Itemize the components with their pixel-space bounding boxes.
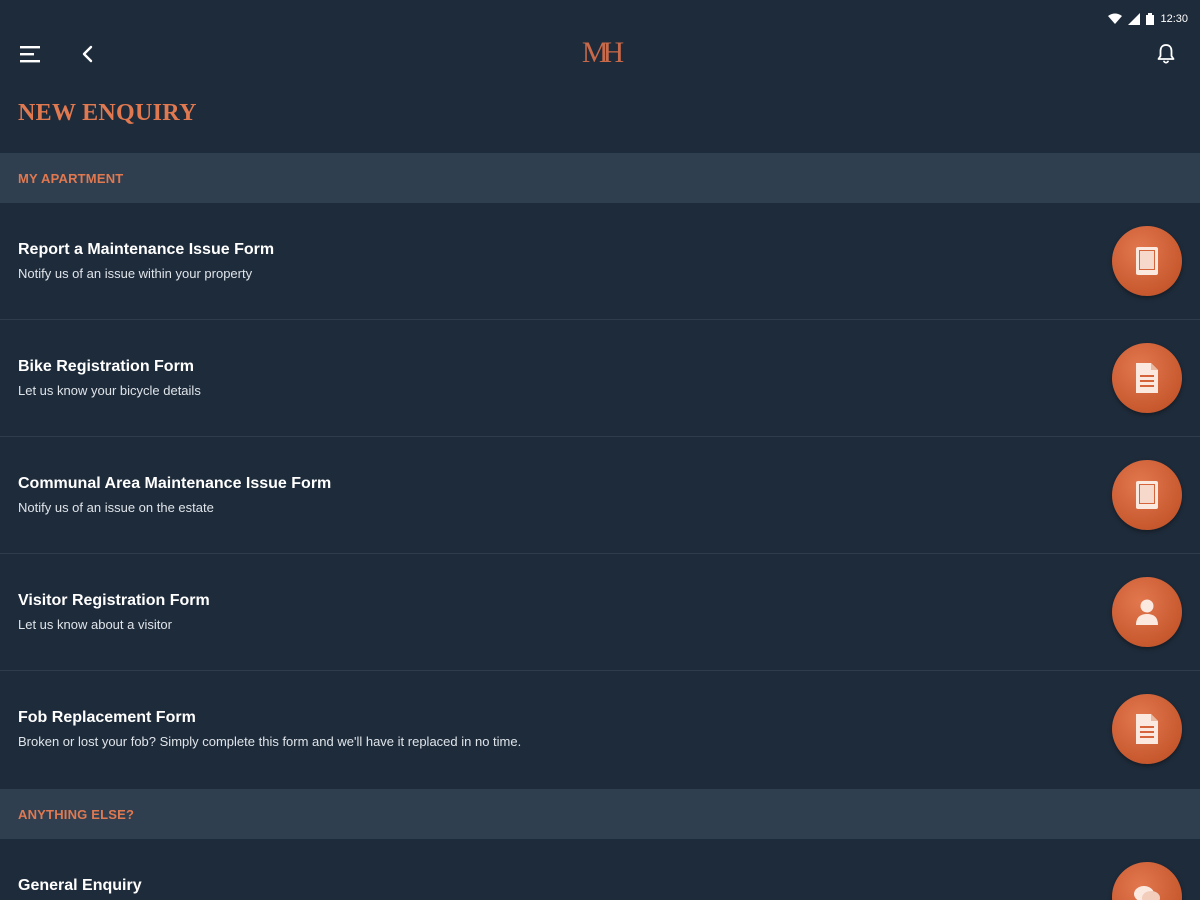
item-subtitle: Notify us of an issue on the estate — [18, 500, 214, 515]
document-icon[interactable] — [1112, 343, 1182, 413]
item-title: Report a Maintenance Issue Form — [18, 241, 275, 258]
section-header-my-apartment: MY APARTMENT — [0, 153, 1200, 203]
item-subtitle: Let us know your bicycle details — [18, 383, 201, 398]
page-title: NEW ENQUIRY — [18, 100, 197, 126]
tablet-icon[interactable] — [1112, 460, 1182, 530]
tablet-icon[interactable] — [1112, 226, 1182, 296]
list-item-maintenance-issue[interactable] — [0, 203, 1200, 320]
app-bar — [0, 30, 1200, 78]
section-header-anything-else: ANYTHING ELSE? — [0, 789, 1200, 839]
chevron-left-icon[interactable] — [70, 36, 106, 72]
item-title: Visitor Registration Form — [18, 592, 210, 609]
item-title: General Enquiry — [18, 877, 142, 894]
document-icon[interactable] — [1112, 694, 1182, 764]
item-subtitle: Broken or lost your fob? Simply complete this form and we'll have it replaced in no time. — [18, 734, 522, 749]
list-item-communal-area-maintenance[interactable] — [0, 437, 1200, 554]
wifi-icon — [1108, 13, 1122, 25]
item-title: Fob Replacement Form — [18, 709, 196, 726]
person-icon[interactable] — [1112, 577, 1182, 647]
item-subtitle: Notify us of an issue within your property — [18, 266, 253, 281]
item-title: Communal Area Maintenance Issue Form — [18, 475, 332, 492]
app-logo: MH — [581, 36, 619, 69]
list-item-fob-replacement[interactable] — [0, 671, 1200, 787]
item-subtitle: Let us know about a visitor — [18, 617, 172, 632]
status-time: 12:30 — [1160, 13, 1188, 25]
hamburger-menu-icon[interactable] — [12, 36, 48, 72]
list-item-visitor-registration[interactable] — [0, 554, 1200, 671]
signal-icon — [1128, 13, 1140, 25]
bell-icon[interactable] — [1148, 36, 1184, 72]
list-item-bike-registration[interactable] — [0, 320, 1200, 437]
chat-bubble-icon[interactable] — [1112, 862, 1182, 900]
item-title: Bike Registration Form — [18, 358, 195, 375]
list-item-general-enquiry[interactable] — [0, 839, 1200, 900]
battery-icon — [1146, 13, 1154, 25]
